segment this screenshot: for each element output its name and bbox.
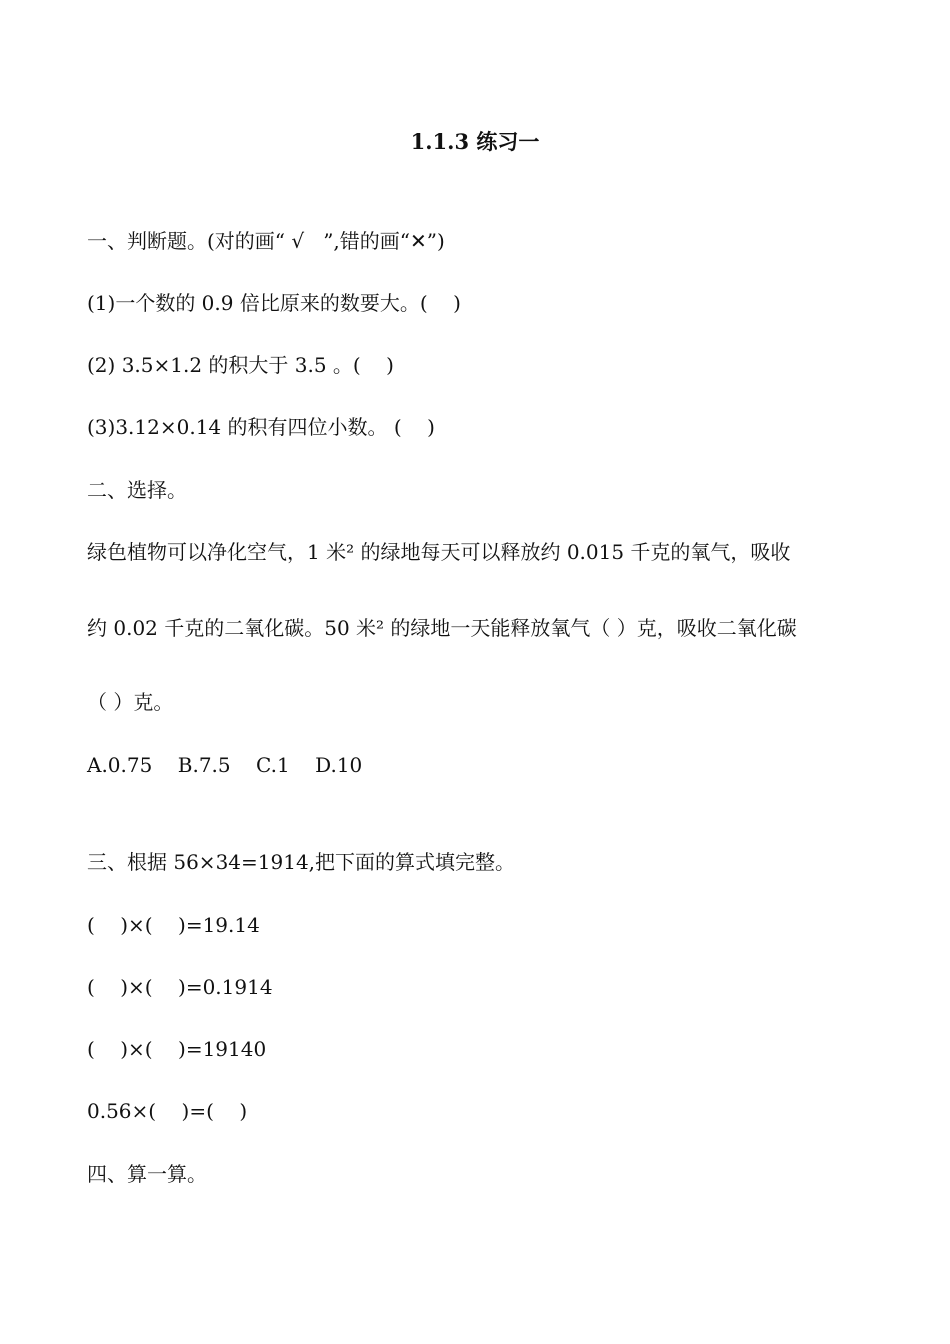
fill-equation-3: ( )×( )=19140 [87,1037,267,1061]
true-false-item-2: (2) 3.5×1.2 的积大于 3.5 。( ) [87,353,394,377]
true-false-item-1: (1)一个数的 0.9 倍比原来的数要大。( ) [87,291,461,315]
section-4-heading: 四、算一算。 [87,1162,207,1186]
section-3-heading: 三、根据 56×34=1914,把下面的算式填完整。 [87,850,516,874]
true-false-item-3: (3)3.12×0.14 的积有四位小数。 ( ) [87,415,435,439]
section-2-heading: 二、选择。 [87,478,187,502]
fill-equation-1: ( )×( )=19.14 [87,913,260,937]
choice-problem-line-2: 约 0.02 千克的二氧化碳。50 米² 的绿地一天能释放氧气（ ）克，吸收二氧化碳 [87,616,797,640]
choice-problem-line-3: （ ）克。 [87,690,174,714]
fill-equation-2: ( )×( )=0.1914 [87,975,273,999]
fill-equation-4: 0.56×( )=( ) [87,1099,248,1123]
choice-options: A.0.75 B.7.5 C.1 D.10 [87,753,363,777]
page-title: 1.1.3 练习一 [410,129,540,154]
section-1-heading: 一、判断题。(对的画“ √ ”,错的画“✕”) [87,229,445,253]
choice-problem-line-1: 绿色植物可以净化空气，1 米² 的绿地每天可以释放约 0.015 千克的氧气，吸收 [87,540,791,564]
